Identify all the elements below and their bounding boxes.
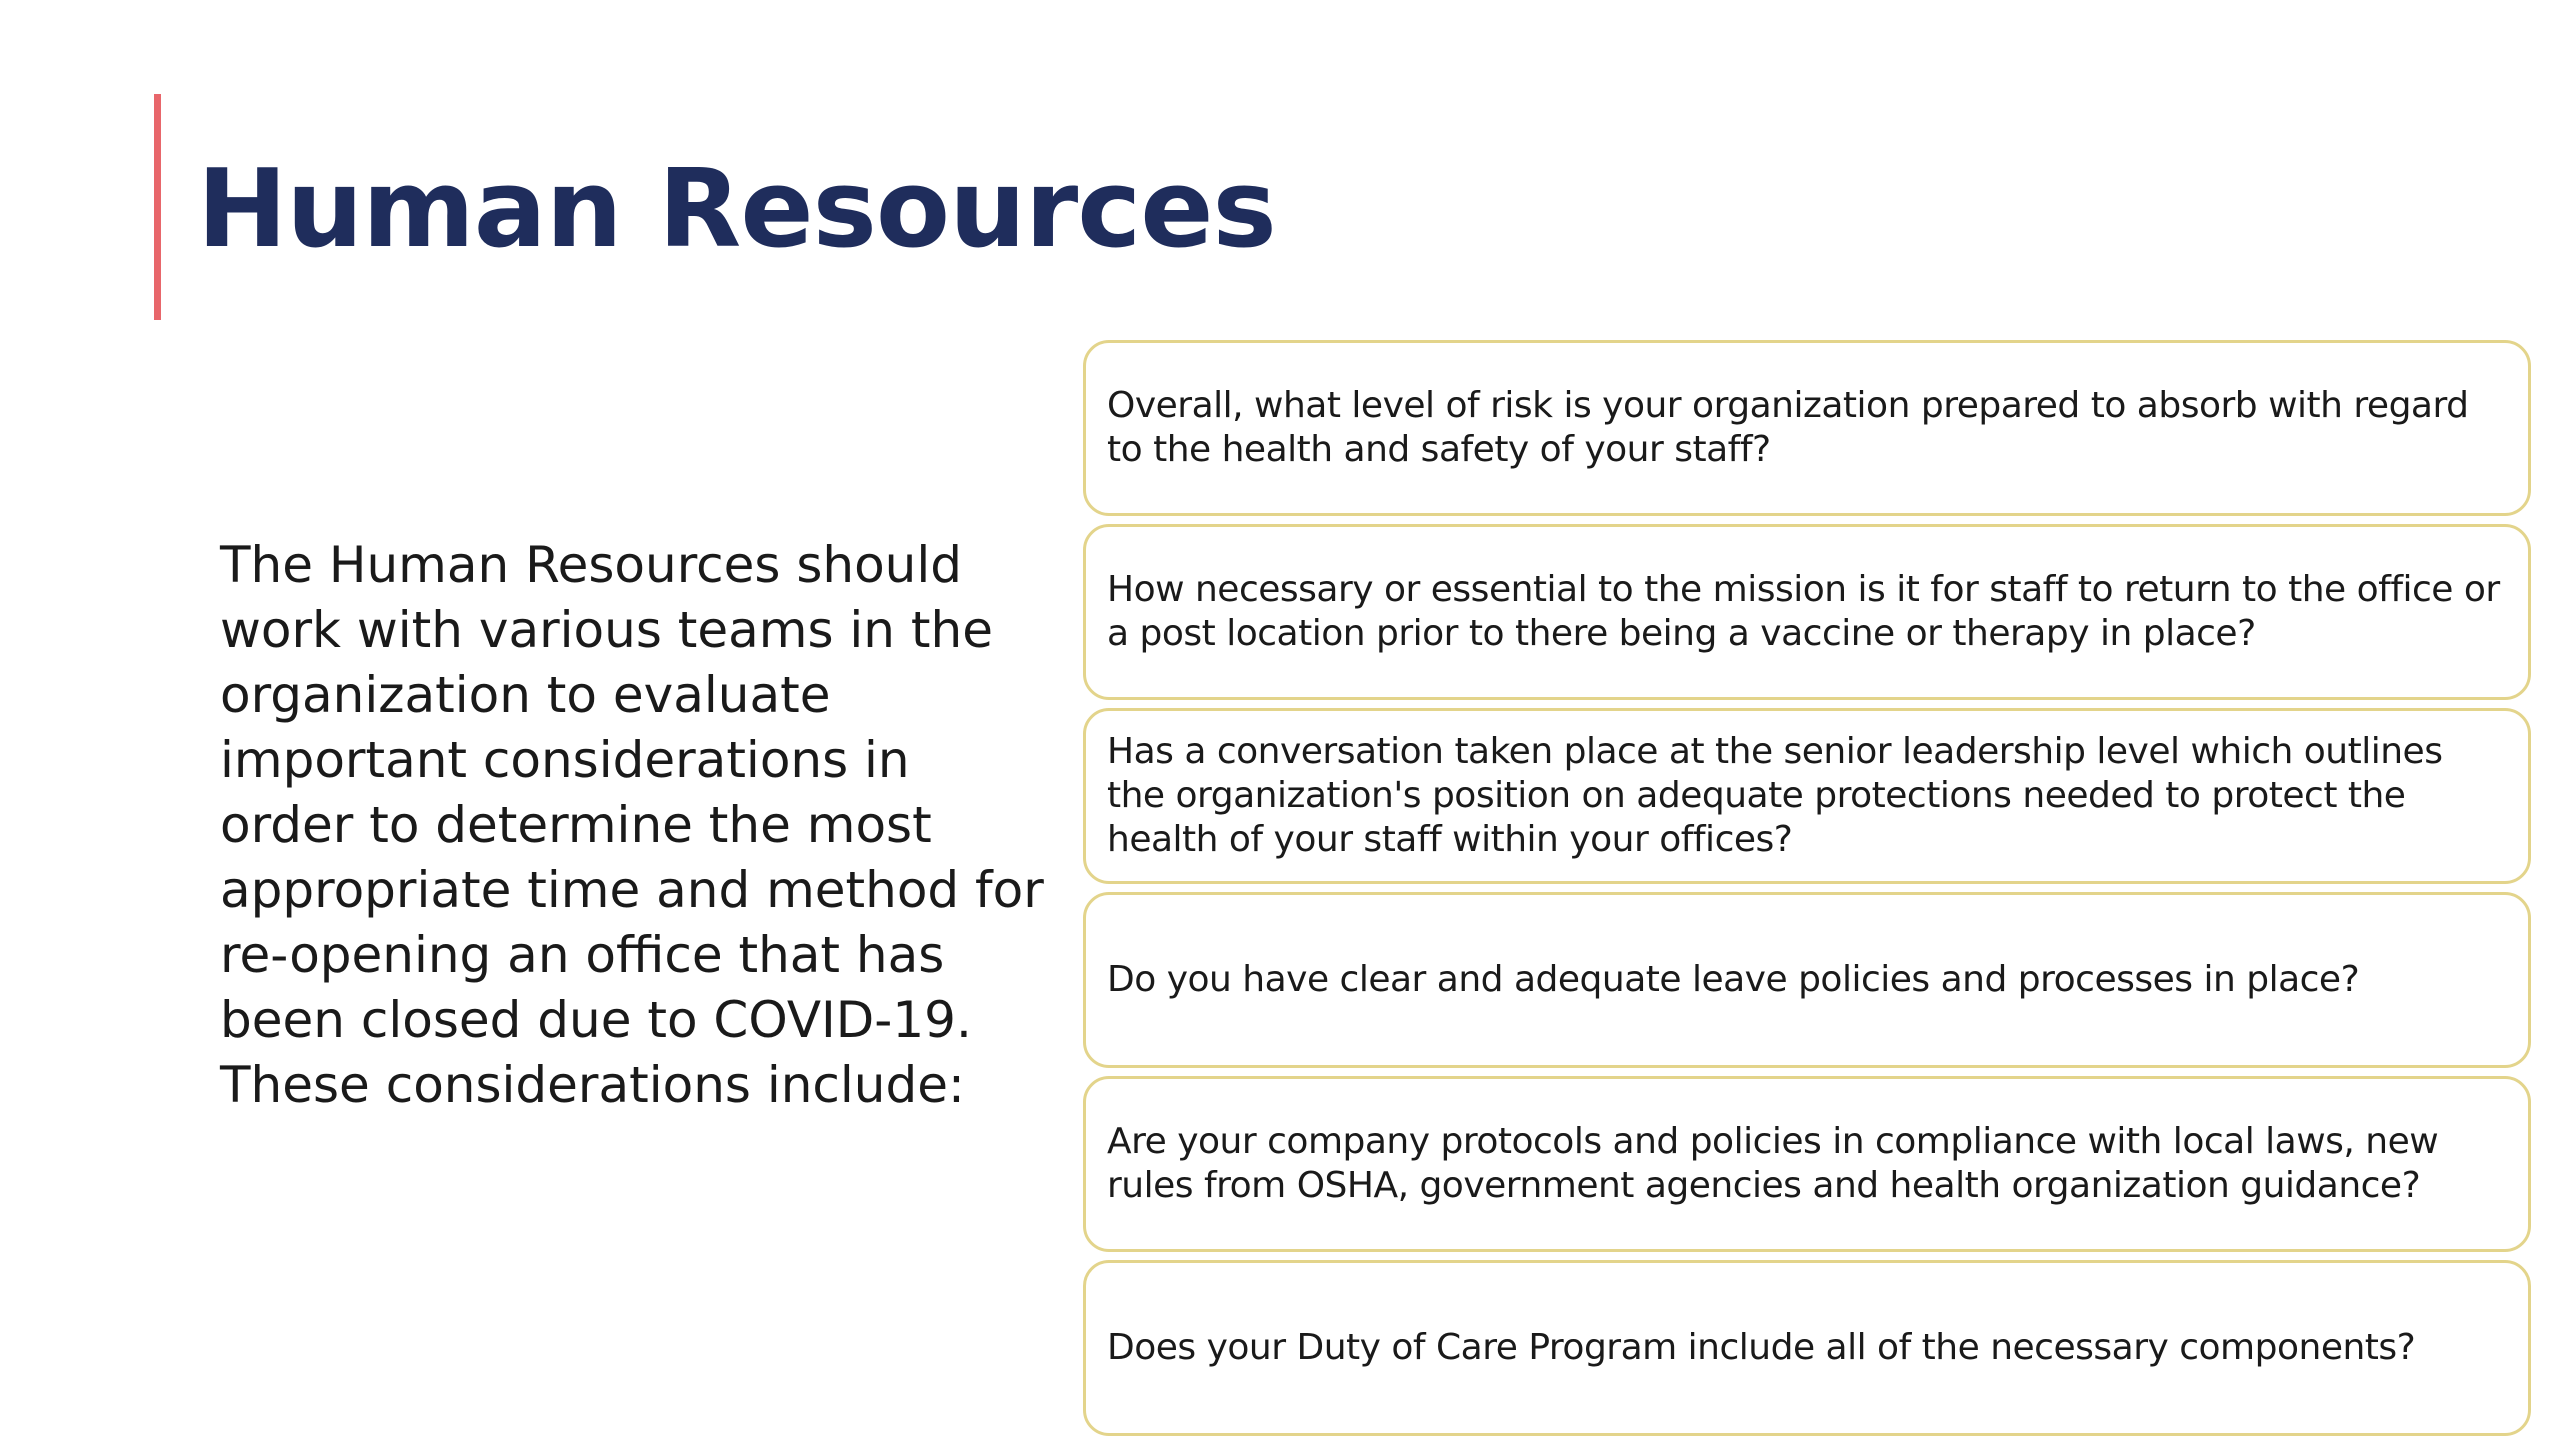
consideration-text: Has a conversation taken place at the senior leadership level which outlines the organization's position on adequate protections needed to protect the health of your staff within your offices? (1107, 731, 2443, 860)
page-title: Human Resources (197, 147, 1276, 272)
intro-paragraph: The Human Resources should work with various teams in the organization to evaluate important considerations in order to determine the most appropriate time and method for re-opening an office that has been closed due to COVID-19. These considerations include: (220, 536, 1044, 1114)
consideration-card (1083, 340, 2531, 516)
consideration-text: How necessary or essential to the mission is it for staff to return to the office or a post location prior to there being a vaccine or therapy in place? (1107, 569, 2500, 654)
consideration-card (1083, 892, 2531, 1068)
consideration-card (1083, 708, 2531, 884)
consideration-text: Do you have clear and adequate leave policies and processes in place? (1107, 959, 2360, 1000)
title-accent-bar (154, 94, 161, 320)
consideration-text: Are your company protocols and policies in compliance with local laws, new rules from OSHA, government agencies and health organization guidance? (1107, 1121, 2439, 1206)
consideration-card (1083, 1076, 2531, 1252)
consideration-text: Overall, what level of risk is your organization prepared to absorb with regard to the health and safety of your staff? (1107, 385, 2469, 470)
consideration-text: Does your Duty of Care Program include all of the necessary components? (1107, 1327, 2416, 1368)
consideration-card (1083, 1260, 2531, 1436)
considerations-list (1083, 340, 2531, 1444)
consideration-card (1083, 524, 2531, 700)
